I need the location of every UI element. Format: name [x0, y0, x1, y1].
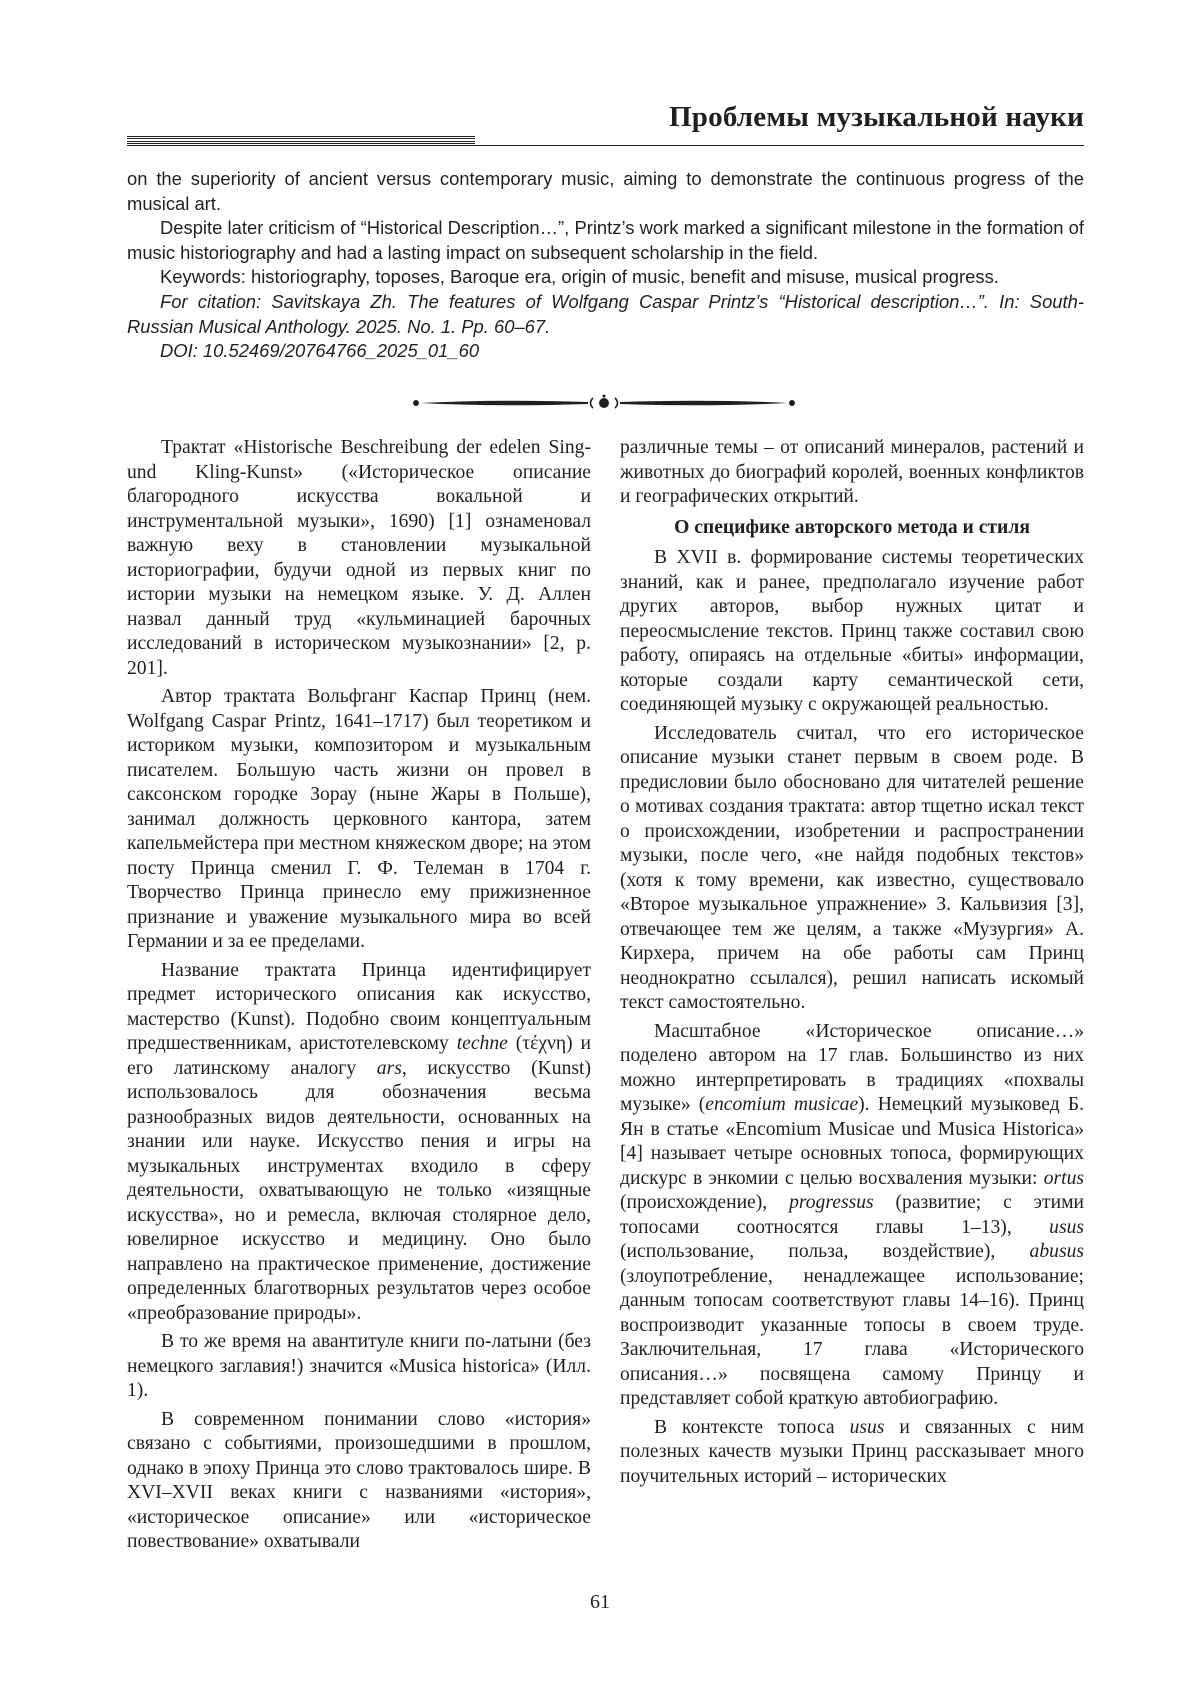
- text-run: В контексте топоса: [654, 1416, 850, 1438]
- right-column: [620, 436, 1084, 1493]
- section-heading: О специфике авторского метода и стиля: [674, 516, 1030, 538]
- paragraph: Автор трактата Вольфганг Каспар Принц (нем. Wolfgang Caspar Printz, 1641–1717) был теоретиком и историком музыки, композитором и музыкальным писателем. Большую часть жизни он провел в саксонском городке Зорау (ныне Жары в Польше), занимал должность церковного кантора, затем капельмейстера при местном княжеском дворе; на этом посту Принца сменил Г. Ф. Телеман в 1704 г. Творчество Принца принесло ему прижизненное признание и уважение музыкального мира во всей Германии и за ее пределами.: [127, 686, 591, 952]
- keywords: Keywords: historiography, toposes, Baroque era, origin of music, benefit and misuse, musical progress.: [160, 266, 999, 288]
- italic-term: usus: [1049, 1216, 1084, 1238]
- paragraph: Трактат «Historische Beschreibung der edelen Sing- und Kling-Kunst» («Историческое описание благородного искусства вокальной и инструментальной музыки», 1690) [1] ознаменовал важную веху в становлении музыкальной историографии, будучи одной из первых книг по истории музыки на немецком языке. У. Д. Аллен назвал данный труд «кульминацией барочных исследований в историческом музыкознании» [2, p. 201].: [127, 437, 591, 679]
- abstract-paragraph: on the superiority of ancient versus contemporary music, aiming to demonstrate the continuous progress of the musical art.: [127, 168, 1084, 214]
- paragraph: В современном понимании слово «история» связано с событиями, произошедшими в прошлом, однако в эпоху Принца это слово трактовалось шире. В XVI–XVII веках книги с названиями «история», «историческое описание» или «историческое повествование» охватывали: [127, 1408, 591, 1552]
- header-rule: [127, 145, 1084, 146]
- paragraph: [127, 959, 591, 1327]
- header-double-rule: [127, 136, 475, 144]
- paragraph: Исследователь считал, что его историческое описание музыки станет первым в своем роде. В предисловии было обосновано для читателей решение о мотивах создания трактата: автор тщетно искал текст о происхождении, изобретении и распространении музыки, после чего, «не найдя подобных текстов» (хотя к тому времени, как известно, существовало «Второе музыкальное упражнение» З. Кальвизия [3], отвечающее тем же целям, а также «Музургия» А. Кирхера, причем на обе работы сам Принц неоднократно ссылался), решил написать искомый текст самостоятельно.: [620, 722, 1084, 1013]
- paragraph: В XVII в. формирование системы теоретических знаний, как и ранее, предполагало изучение работ других авторов, выбор нужных цитат и переосмысление текстов. Принц также составил свою работу, опираясь на отдельные «биты» информации, которые создали карту семантической сети, соединяющей музыку с окружающей реальностью.: [620, 547, 1084, 715]
- italic-term: techne: [456, 1033, 508, 1054]
- paragraph: [620, 1416, 1084, 1490]
- text-run: и связанных с ним полезных качеств музыки Принц рассказывает много поучительных историй – исторических: [620, 1416, 1084, 1487]
- text-run: (развитие; с этими топосами соотносятся главы 1–13),: [620, 1192, 1084, 1238]
- page-number: 61: [590, 1591, 610, 1613]
- italic-term: abusus: [1029, 1241, 1084, 1262]
- paragraph: [620, 1020, 1084, 1412]
- text-run: (τέχνη) и его латинскому аналогу: [127, 1033, 591, 1079]
- english-abstract: [127, 167, 1084, 364]
- italic-term: usus: [849, 1416, 885, 1438]
- text-run: Масштабное «Историческое описание…» поделено автором на 17 глав. Большинство из них можно интерпретировать в традициях «похвалы музыке» (: [620, 1020, 1084, 1115]
- italic-term: encomium musicae: [705, 1094, 859, 1115]
- journal-section-title: Проблемы музыкальной науки: [669, 101, 1084, 133]
- section-divider-ornament: [410, 392, 798, 414]
- text-run: (использование, польза, воздействие),: [620, 1241, 1030, 1262]
- italic-term: ortus: [1043, 1167, 1084, 1189]
- abstract-paragraph: Despite later criticism of “Historical Description…”, Printz’s work marked a significant milestone in the formation of music historiography and had a lasting impact on subsequent scholarship in the field.: [127, 217, 1084, 263]
- doi: DOI: 10.52469/20764766_2025_01_60: [160, 340, 480, 362]
- italic-term: progressus: [789, 1192, 874, 1213]
- text-run: (происхождение),: [620, 1192, 790, 1213]
- italic-term: ars: [376, 1057, 402, 1079]
- left-column: [127, 436, 591, 1559]
- text-run: , искусство (Kunst) использовалось для обозначения весьма разнообразных видов деятельности, основанных на знании или науке. Искусство пения и игры на музыкальных инструментах входило в сферу деятельности, охватывающую не только «изящные искусства», но и ремесла, включая столярное дело, ювелирное искусство и медицину. Оно было направлено на практическое применение, достижение определенных благотворных результатов через особое «преобразование природы».: [127, 1057, 591, 1324]
- paragraph: различные темы – от описаний минералов, растений и животных до биографий королей, военных конфликтов и географических открытий.: [620, 437, 1084, 507]
- paragraph: В то же время на авантитуле книги по-латыни (без немецкого заглавия!) значится «Musica historica» (Илл. 1).: [127, 1331, 591, 1401]
- text-run: ). Немецкий музыковед Б. Ян в статье «Encomium Musicae und Musica Historica» [4] называет четыре основных топоса, формирующих дискурс в энкомии с целью восхваления музыки:: [620, 1094, 1084, 1189]
- citation: For citation: Savitskaya Zh. The features of Wolfgang Caspar Printz’s “Historical description…”. In: South-Russian Musical Anthology. 2025. No. 1. Pp. 60–67.: [127, 290, 1084, 337]
- text-run: Название трактата Принца идентифицирует предмет исторического описания как искусство, мастерство (Kunst). Подобно своим концептуальным предшественникам, аристотелевскому: [127, 959, 591, 1054]
- text-run: (злоупотребление, ненадлежащее использование; данным топосам соответствуют главы 14–16). Принц воспроизводит указанные топосы в своем труде. Заключительная, 17 глава «Исторического описания…» посвящена самому Принцу и представляет собой краткую автобиографию.: [620, 1265, 1084, 1409]
